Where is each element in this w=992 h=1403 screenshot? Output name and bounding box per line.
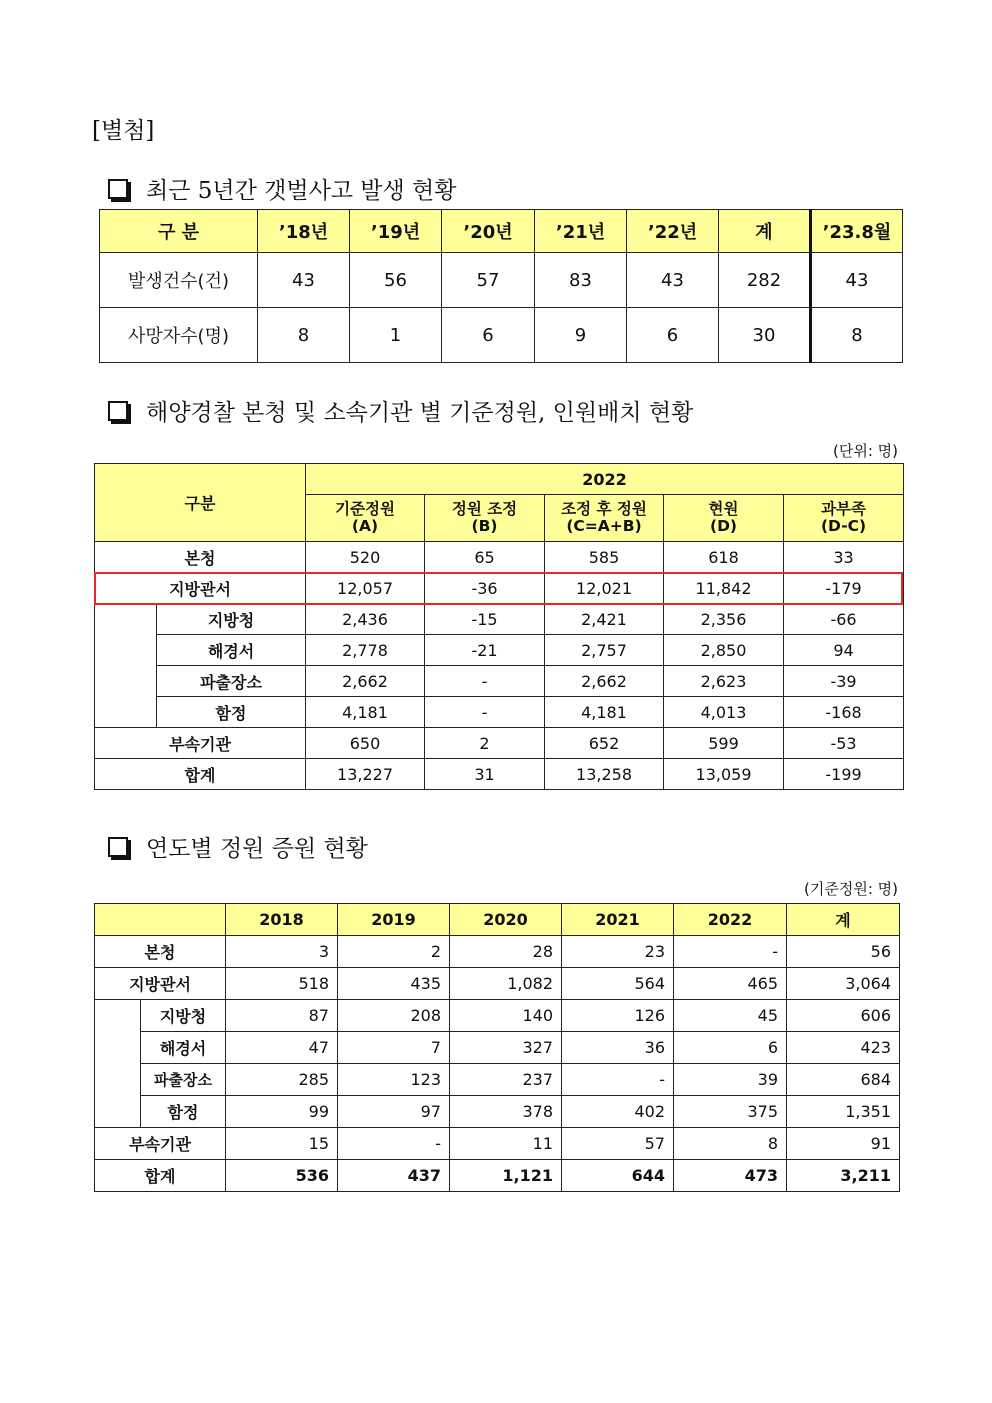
table-cell: -168 bbox=[784, 697, 904, 728]
header-line2: (B) bbox=[471, 517, 498, 535]
table-cell: 3,211 bbox=[787, 1160, 900, 1192]
table-cell: 2 bbox=[425, 728, 545, 759]
accident-table bbox=[99, 209, 903, 363]
table-cell: -199 bbox=[784, 759, 904, 790]
checkbox-square-icon bbox=[108, 401, 128, 421]
header-cell-group: 구분 bbox=[95, 464, 306, 542]
table-row bbox=[95, 542, 904, 573]
table-cell: 12,021 bbox=[545, 573, 664, 604]
table-cell: - bbox=[425, 697, 545, 728]
table-cell: 4,181 bbox=[545, 697, 664, 728]
header-cell bbox=[306, 495, 425, 542]
table-cell: 13,227 bbox=[306, 759, 425, 790]
row-label: 해경서 bbox=[157, 635, 306, 666]
table-cell: 1,351 bbox=[787, 1096, 900, 1128]
table-cell: 644 bbox=[562, 1160, 674, 1192]
checkbox-square-icon bbox=[108, 837, 128, 857]
header-cell: 2021 bbox=[562, 904, 674, 936]
header-cell: ’22년 bbox=[627, 210, 719, 253]
header-cell bbox=[664, 495, 784, 542]
table-row bbox=[95, 936, 900, 968]
table-cell: 402 bbox=[562, 1096, 674, 1128]
table-cell: 2,436 bbox=[306, 604, 425, 635]
table-header-row bbox=[95, 464, 904, 495]
table-cell: 13,258 bbox=[545, 759, 664, 790]
row-label: 본청 bbox=[95, 542, 306, 573]
header-cell bbox=[784, 495, 904, 542]
table-cell: -66 bbox=[784, 604, 904, 635]
table-cell: 65 bbox=[425, 542, 545, 573]
table-row bbox=[95, 1096, 900, 1128]
table-cell: 375 bbox=[674, 1096, 787, 1128]
header-cell: 구 분 bbox=[100, 210, 258, 253]
table-cell: 465 bbox=[674, 968, 787, 1000]
table-cell: 8 bbox=[674, 1128, 787, 1160]
header-line2: (C=A+B) bbox=[566, 517, 642, 535]
table-cell: 36 bbox=[562, 1032, 674, 1064]
table-row bbox=[95, 1032, 900, 1064]
table-cell: 30 bbox=[719, 308, 811, 363]
table-cell: 6 bbox=[674, 1032, 787, 1064]
table-cell: 285 bbox=[226, 1064, 338, 1096]
table-cell: -36 bbox=[425, 573, 545, 604]
table-cell: 684 bbox=[787, 1064, 900, 1096]
table-cell: 13,059 bbox=[664, 759, 784, 790]
table-cell: 7 bbox=[338, 1032, 450, 1064]
row-label: 파출장소 bbox=[141, 1064, 226, 1096]
header-cell: ’20년 bbox=[442, 210, 535, 253]
table-cell: 599 bbox=[664, 728, 784, 759]
row-label: 파출장소 bbox=[157, 666, 306, 697]
row-label: 지방청 bbox=[141, 1000, 226, 1032]
table-cell: 423 bbox=[787, 1032, 900, 1064]
table-cell: 1,121 bbox=[450, 1160, 562, 1192]
table-cell: 2,757 bbox=[545, 635, 664, 666]
table-cell: - bbox=[425, 666, 545, 697]
table-cell: -21 bbox=[425, 635, 545, 666]
table-row bbox=[95, 1128, 900, 1160]
table-cell: -53 bbox=[784, 728, 904, 759]
table-cell: 437 bbox=[338, 1160, 450, 1192]
row-label: 부속기관 bbox=[95, 728, 306, 759]
table-cell: 2,623 bbox=[664, 666, 784, 697]
table-cell: 97 bbox=[338, 1096, 450, 1128]
table-cell: 87 bbox=[226, 1000, 338, 1032]
header-line1: 조정 후 정원 bbox=[561, 500, 647, 518]
table-row bbox=[95, 1000, 900, 1032]
staffing-table bbox=[94, 463, 904, 790]
table-header-row bbox=[95, 904, 900, 936]
table-cell: 15 bbox=[226, 1128, 338, 1160]
header-cell bbox=[545, 495, 664, 542]
section1-title: 최근 5년간 갯벌사고 발생 현황 bbox=[146, 178, 457, 204]
table-cell: 2,850 bbox=[664, 635, 784, 666]
table-cell: 4,013 bbox=[664, 697, 784, 728]
row-label: 함정 bbox=[141, 1096, 226, 1128]
table-cell: 94 bbox=[784, 635, 904, 666]
header-cell: ’21년 bbox=[535, 210, 627, 253]
increase-table bbox=[94, 903, 900, 1192]
row-label: 합계 bbox=[95, 1160, 226, 1192]
header-line2: (A) bbox=[351, 517, 379, 535]
table-cell: - bbox=[562, 1064, 674, 1096]
table-cell: 378 bbox=[450, 1096, 562, 1128]
header-cell: 2018 bbox=[226, 904, 338, 936]
table-cell: 1,082 bbox=[450, 968, 562, 1000]
header-line2: (D) bbox=[709, 517, 738, 535]
header-cell: 2020 bbox=[450, 904, 562, 936]
header-line1: 기준정원 bbox=[335, 500, 395, 518]
attachment-label: [별첨] bbox=[92, 118, 155, 144]
table-row bbox=[95, 666, 904, 697]
table-row bbox=[95, 604, 904, 635]
header-cell: 계 bbox=[719, 210, 811, 253]
row-label: 지방청 bbox=[157, 604, 306, 635]
table-row bbox=[95, 728, 904, 759]
table-cell: 618 bbox=[664, 542, 784, 573]
table-cell: 57 bbox=[442, 253, 535, 308]
table-cell: 2,778 bbox=[306, 635, 425, 666]
header-cell: 2019 bbox=[338, 904, 450, 936]
table-row bbox=[95, 635, 904, 666]
row-label: 지방관서 bbox=[95, 573, 306, 604]
table-cell: 4,181 bbox=[306, 697, 425, 728]
header-cell: 계 bbox=[787, 904, 900, 936]
table-cell: 518 bbox=[226, 968, 338, 1000]
table-cell: 208 bbox=[338, 1000, 450, 1032]
table-cell: 39 bbox=[674, 1064, 787, 1096]
table-cell: 12,057 bbox=[306, 573, 425, 604]
table-cell: 8 bbox=[811, 308, 903, 363]
row-label: 사망자수(명) bbox=[100, 308, 258, 363]
header-line1: 현원 bbox=[708, 500, 739, 518]
section1-heading bbox=[108, 172, 457, 205]
header-cell: 2022 bbox=[674, 904, 787, 936]
table-header-row bbox=[100, 210, 903, 253]
table-cell: 56 bbox=[787, 936, 900, 968]
table-cell: 57 bbox=[562, 1128, 674, 1160]
highlight-box bbox=[94, 572, 903, 605]
table-cell: 327 bbox=[450, 1032, 562, 1064]
table-cell: 650 bbox=[306, 728, 425, 759]
table-cell: 2,662 bbox=[306, 666, 425, 697]
table-cell: 56 bbox=[350, 253, 442, 308]
table-cell: 43 bbox=[627, 253, 719, 308]
row-label: 함정 bbox=[157, 697, 306, 728]
table-cell: 43 bbox=[811, 253, 903, 308]
table-cell: -179 bbox=[784, 573, 904, 604]
table-cell: 2 bbox=[338, 936, 450, 968]
section3-unit: (기준정원: 명) bbox=[804, 880, 898, 898]
row-label: 지방관서 bbox=[95, 968, 226, 1000]
indent-cell bbox=[95, 1000, 141, 1128]
header-cell: ’23.8월 bbox=[811, 210, 903, 253]
table-cell: - bbox=[338, 1128, 450, 1160]
table-cell: 91 bbox=[787, 1128, 900, 1160]
table-cell: 435 bbox=[338, 968, 450, 1000]
table-cell: - bbox=[674, 936, 787, 968]
table-cell: 2,662 bbox=[545, 666, 664, 697]
table-cell: 237 bbox=[450, 1064, 562, 1096]
table-cell: 6 bbox=[627, 308, 719, 363]
table-cell: 652 bbox=[545, 728, 664, 759]
row-label: 합계 bbox=[95, 759, 306, 790]
table-cell: 140 bbox=[450, 1000, 562, 1032]
table-cell: 47 bbox=[226, 1032, 338, 1064]
table-cell: 520 bbox=[306, 542, 425, 573]
section2-title: 해양경찰 본청 및 소속기관 별 기준정원, 인원배치 현황 bbox=[146, 400, 694, 426]
header-line1: 정원 조정 bbox=[451, 500, 518, 518]
table-cell: 606 bbox=[787, 1000, 900, 1032]
table-cell: 473 bbox=[674, 1160, 787, 1192]
table-cell: 99 bbox=[226, 1096, 338, 1128]
table-cell: 2,356 bbox=[664, 604, 784, 635]
header-cell-year: 2022 bbox=[306, 464, 904, 495]
table-cell: 28 bbox=[450, 936, 562, 968]
table-row bbox=[95, 968, 900, 1000]
table-cell: 585 bbox=[545, 542, 664, 573]
table-cell: 1 bbox=[350, 308, 442, 363]
section2-heading bbox=[108, 394, 693, 427]
table-cell: 3 bbox=[226, 936, 338, 968]
section3-title: 연도별 정원 증원 현황 bbox=[146, 836, 368, 862]
table-cell: 3,064 bbox=[787, 968, 900, 1000]
table-cell: 126 bbox=[562, 1000, 674, 1032]
indent-cell bbox=[95, 604, 157, 728]
table-cell: 536 bbox=[226, 1160, 338, 1192]
table-cell: 33 bbox=[784, 542, 904, 573]
table-cell: 83 bbox=[535, 253, 627, 308]
table-cell: 564 bbox=[562, 968, 674, 1000]
table-row bbox=[100, 308, 903, 363]
table-cell: 31 bbox=[425, 759, 545, 790]
table-row bbox=[95, 1064, 900, 1096]
table-cell: 43 bbox=[258, 253, 350, 308]
table-cell: 2,421 bbox=[545, 604, 664, 635]
table-cell: -15 bbox=[425, 604, 545, 635]
section3-heading bbox=[108, 830, 368, 863]
table-row-total bbox=[95, 759, 904, 790]
header-cell: ’18년 bbox=[258, 210, 350, 253]
row-label: 발생건수(건) bbox=[100, 253, 258, 308]
row-label: 부속기관 bbox=[95, 1128, 226, 1160]
table-row-total bbox=[95, 1160, 900, 1192]
table-cell: 8 bbox=[258, 308, 350, 363]
table-cell: 23 bbox=[562, 936, 674, 968]
row-label: 본청 bbox=[95, 936, 226, 968]
section2-unit: (단위: 명) bbox=[833, 442, 898, 460]
header-cell-empty bbox=[95, 904, 226, 936]
table-cell: 45 bbox=[674, 1000, 787, 1032]
table-row bbox=[100, 253, 903, 308]
table-cell: 6 bbox=[442, 308, 535, 363]
table-row bbox=[95, 697, 904, 728]
table-cell: 11 bbox=[450, 1128, 562, 1160]
checkbox-square-icon bbox=[108, 179, 128, 199]
table-cell: 9 bbox=[535, 308, 627, 363]
header-cell: ’19년 bbox=[350, 210, 442, 253]
table-cell: 11,842 bbox=[664, 573, 784, 604]
table-cell: 282 bbox=[719, 253, 811, 308]
header-cell bbox=[425, 495, 545, 542]
header-line2: (D-C) bbox=[820, 517, 867, 535]
table-cell: -39 bbox=[784, 666, 904, 697]
row-label: 해경서 bbox=[141, 1032, 226, 1064]
table-cell: 123 bbox=[338, 1064, 450, 1096]
header-line1: 과부족 bbox=[821, 500, 866, 518]
